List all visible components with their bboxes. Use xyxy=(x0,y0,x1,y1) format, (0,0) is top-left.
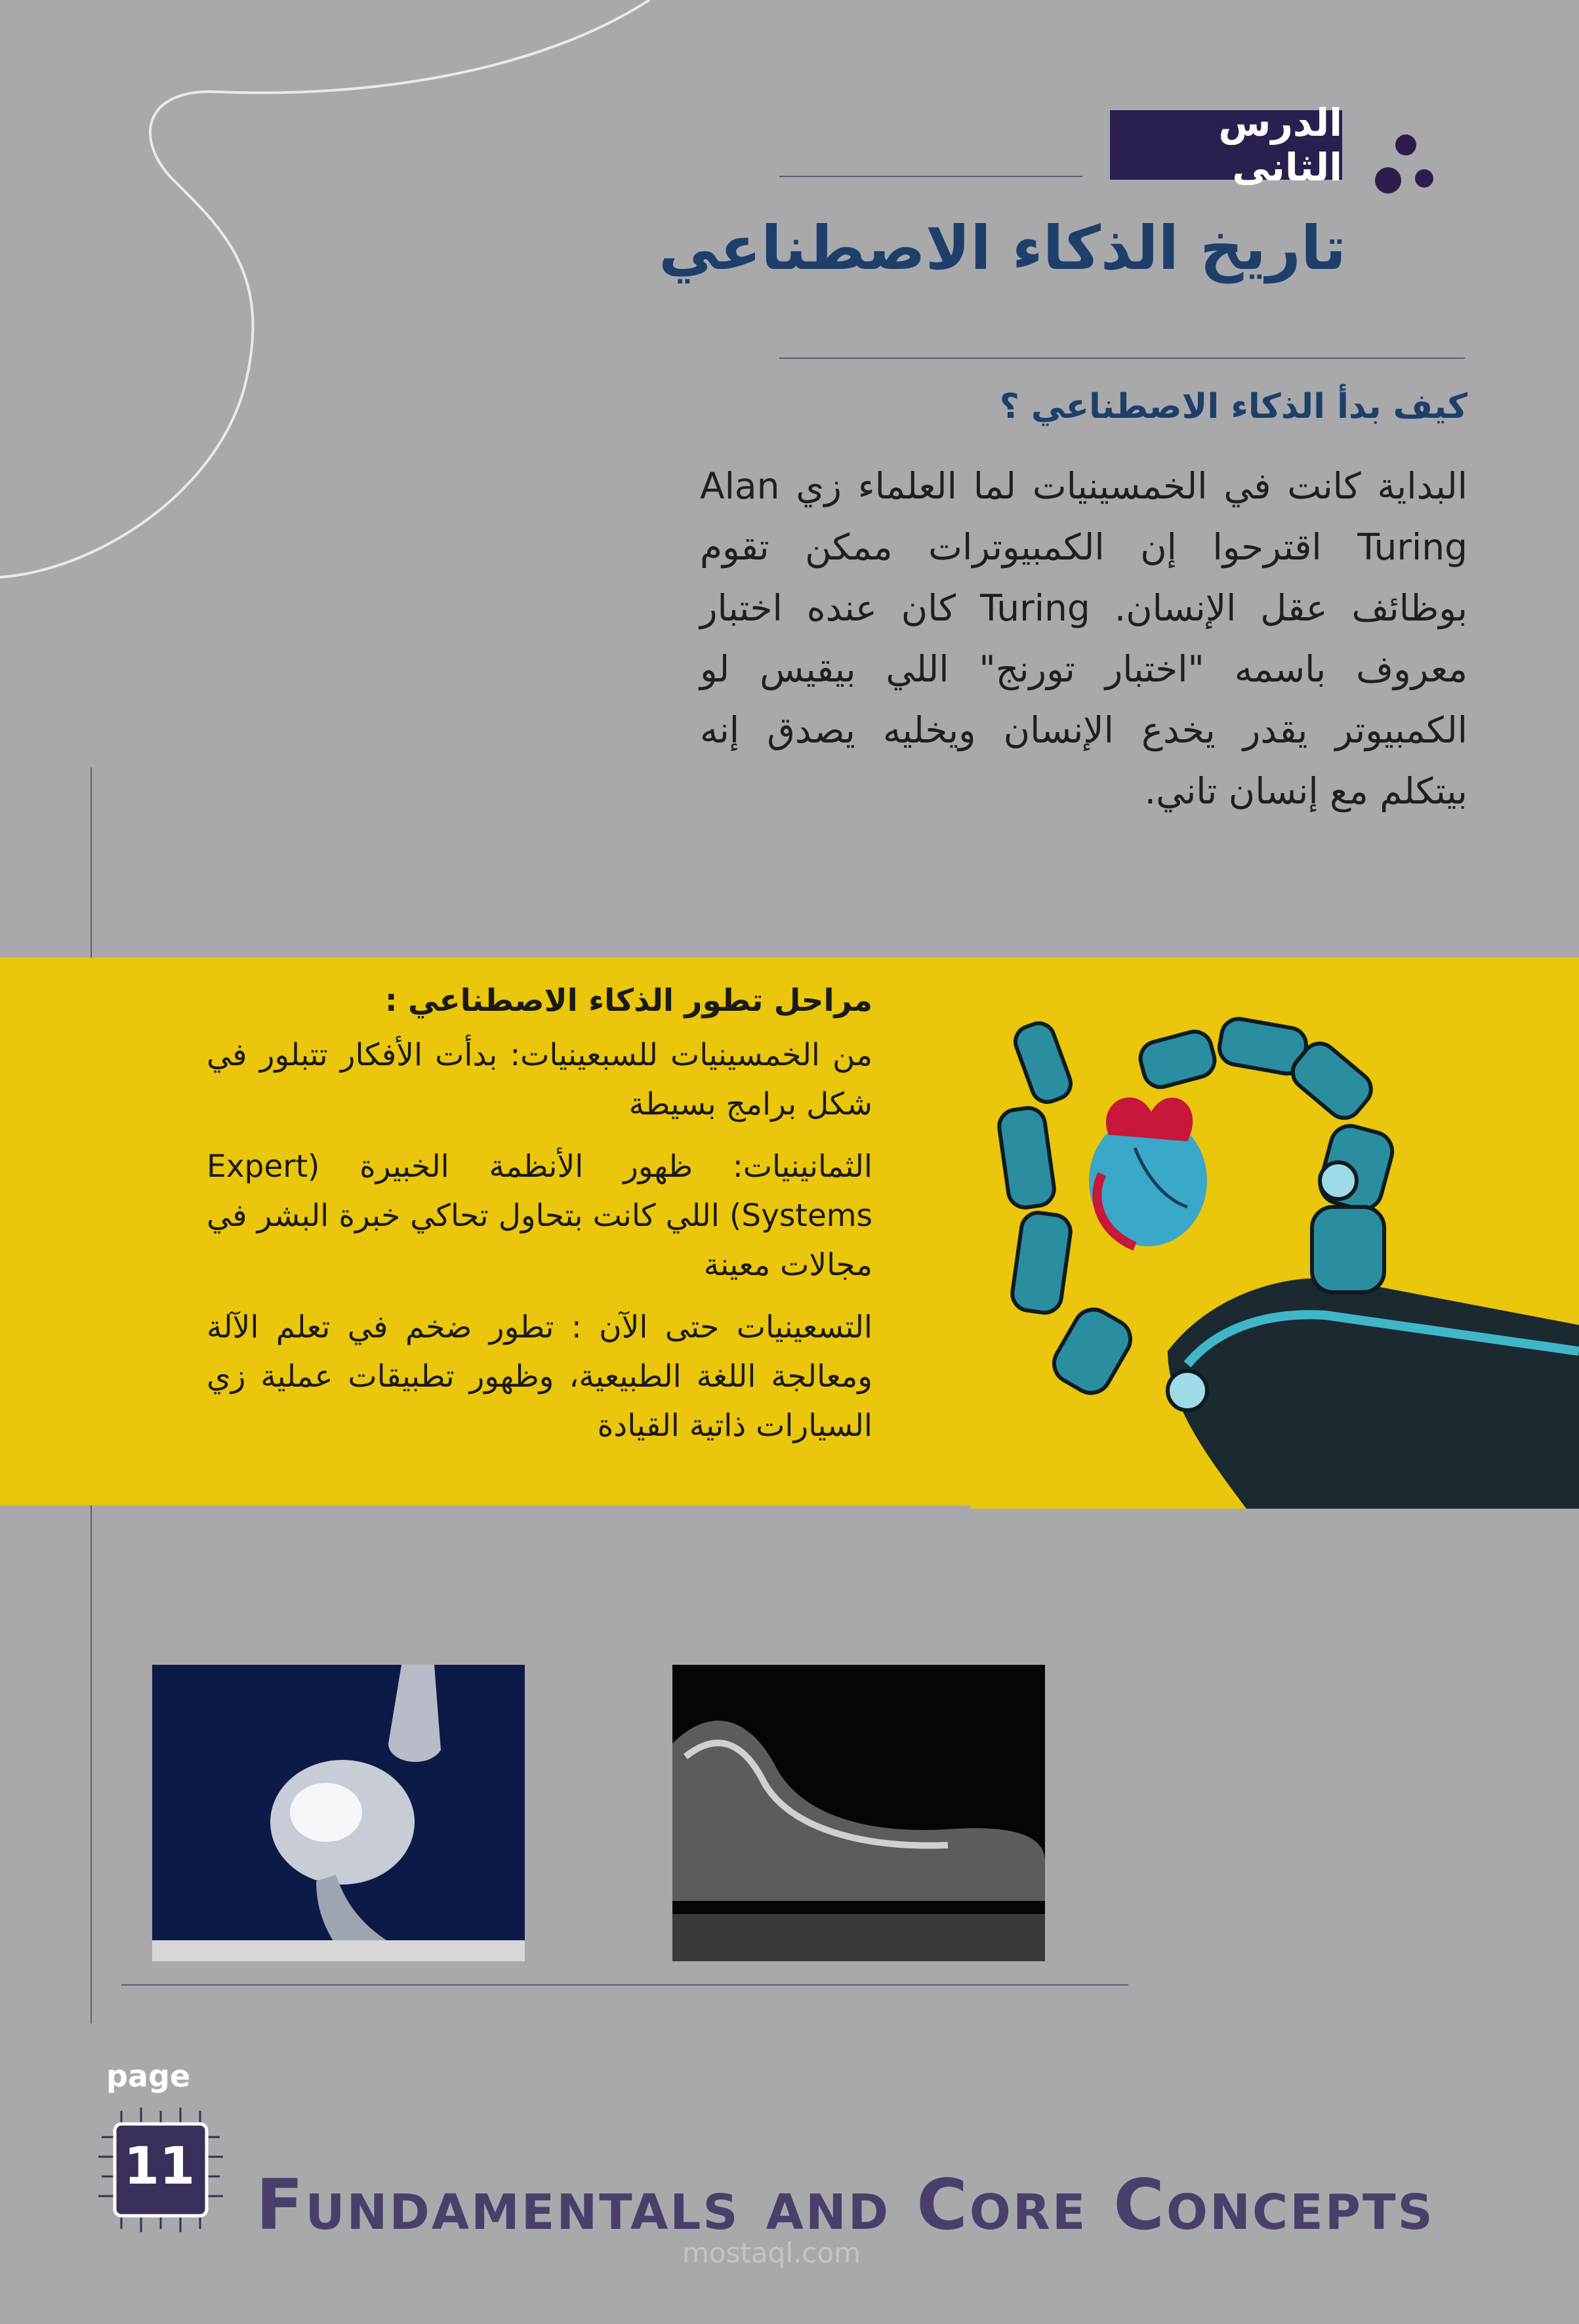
section-heading: كيف بدأ الذكاء الاصطناعي ؟ xyxy=(999,387,1467,426)
stages-block xyxy=(207,983,872,1463)
page-label: page xyxy=(106,2058,191,2094)
bottom-rule xyxy=(121,1984,1128,1986)
robotic-hand-heart-image xyxy=(971,984,1579,1509)
stage-item: من الخمسينيات للسبعينيات: بدأت الأفكار تتبلور في شكل برامج بسيطة xyxy=(207,1037,872,1122)
title-bottom-rule xyxy=(779,357,1465,359)
stage-item: التسعينيات حتى الآن : تطور ضخم في تعلم الآلة ومعالجة اللغة الطبيعية، وظهور تطبيقات عملية زي السيارات ذاتية القيادة xyxy=(207,1309,872,1444)
decorative-curve xyxy=(0,0,656,590)
page-number: 11 xyxy=(123,2137,195,2196)
lesson-badge: الدرس الثانى xyxy=(1110,110,1342,180)
stage-item: الثمانينيات: ظهور الأنظمة الخبيرة (Expert Systems) اللي كانت بتحاول تحاكي خبرة البشر في مجالات معينة xyxy=(207,1149,872,1283)
robotic-leg-image xyxy=(672,1665,1045,1961)
watermark: mostaql.com xyxy=(682,2237,861,2269)
stages-heading: مراحل تطور الذكاء الاصطناعي : xyxy=(384,983,872,1019)
intro-paragraph: البداية كانت في الخمسينيات لما العلماء زي Alan Turing اقترحوا إن الكمبيوترات ممكن تقوم بوظائف عقل الإنسان. Turing كان عنده اختبار معروف باسمه "اختبار تورنج" اللي بيقيس لو الكمبيوتر يقدر يخدع الإنسان ويخليه يصدق إنه بيتكلم مع إنسان تاني. xyxy=(700,465,1467,812)
page-title: تاريخ الذكاء الاصطناعي xyxy=(659,213,1346,283)
chrome-robot-image xyxy=(152,1665,525,1961)
title-top-rule xyxy=(779,176,1082,177)
book-title: Fundamentals and Core Concepts xyxy=(256,2165,1435,2245)
